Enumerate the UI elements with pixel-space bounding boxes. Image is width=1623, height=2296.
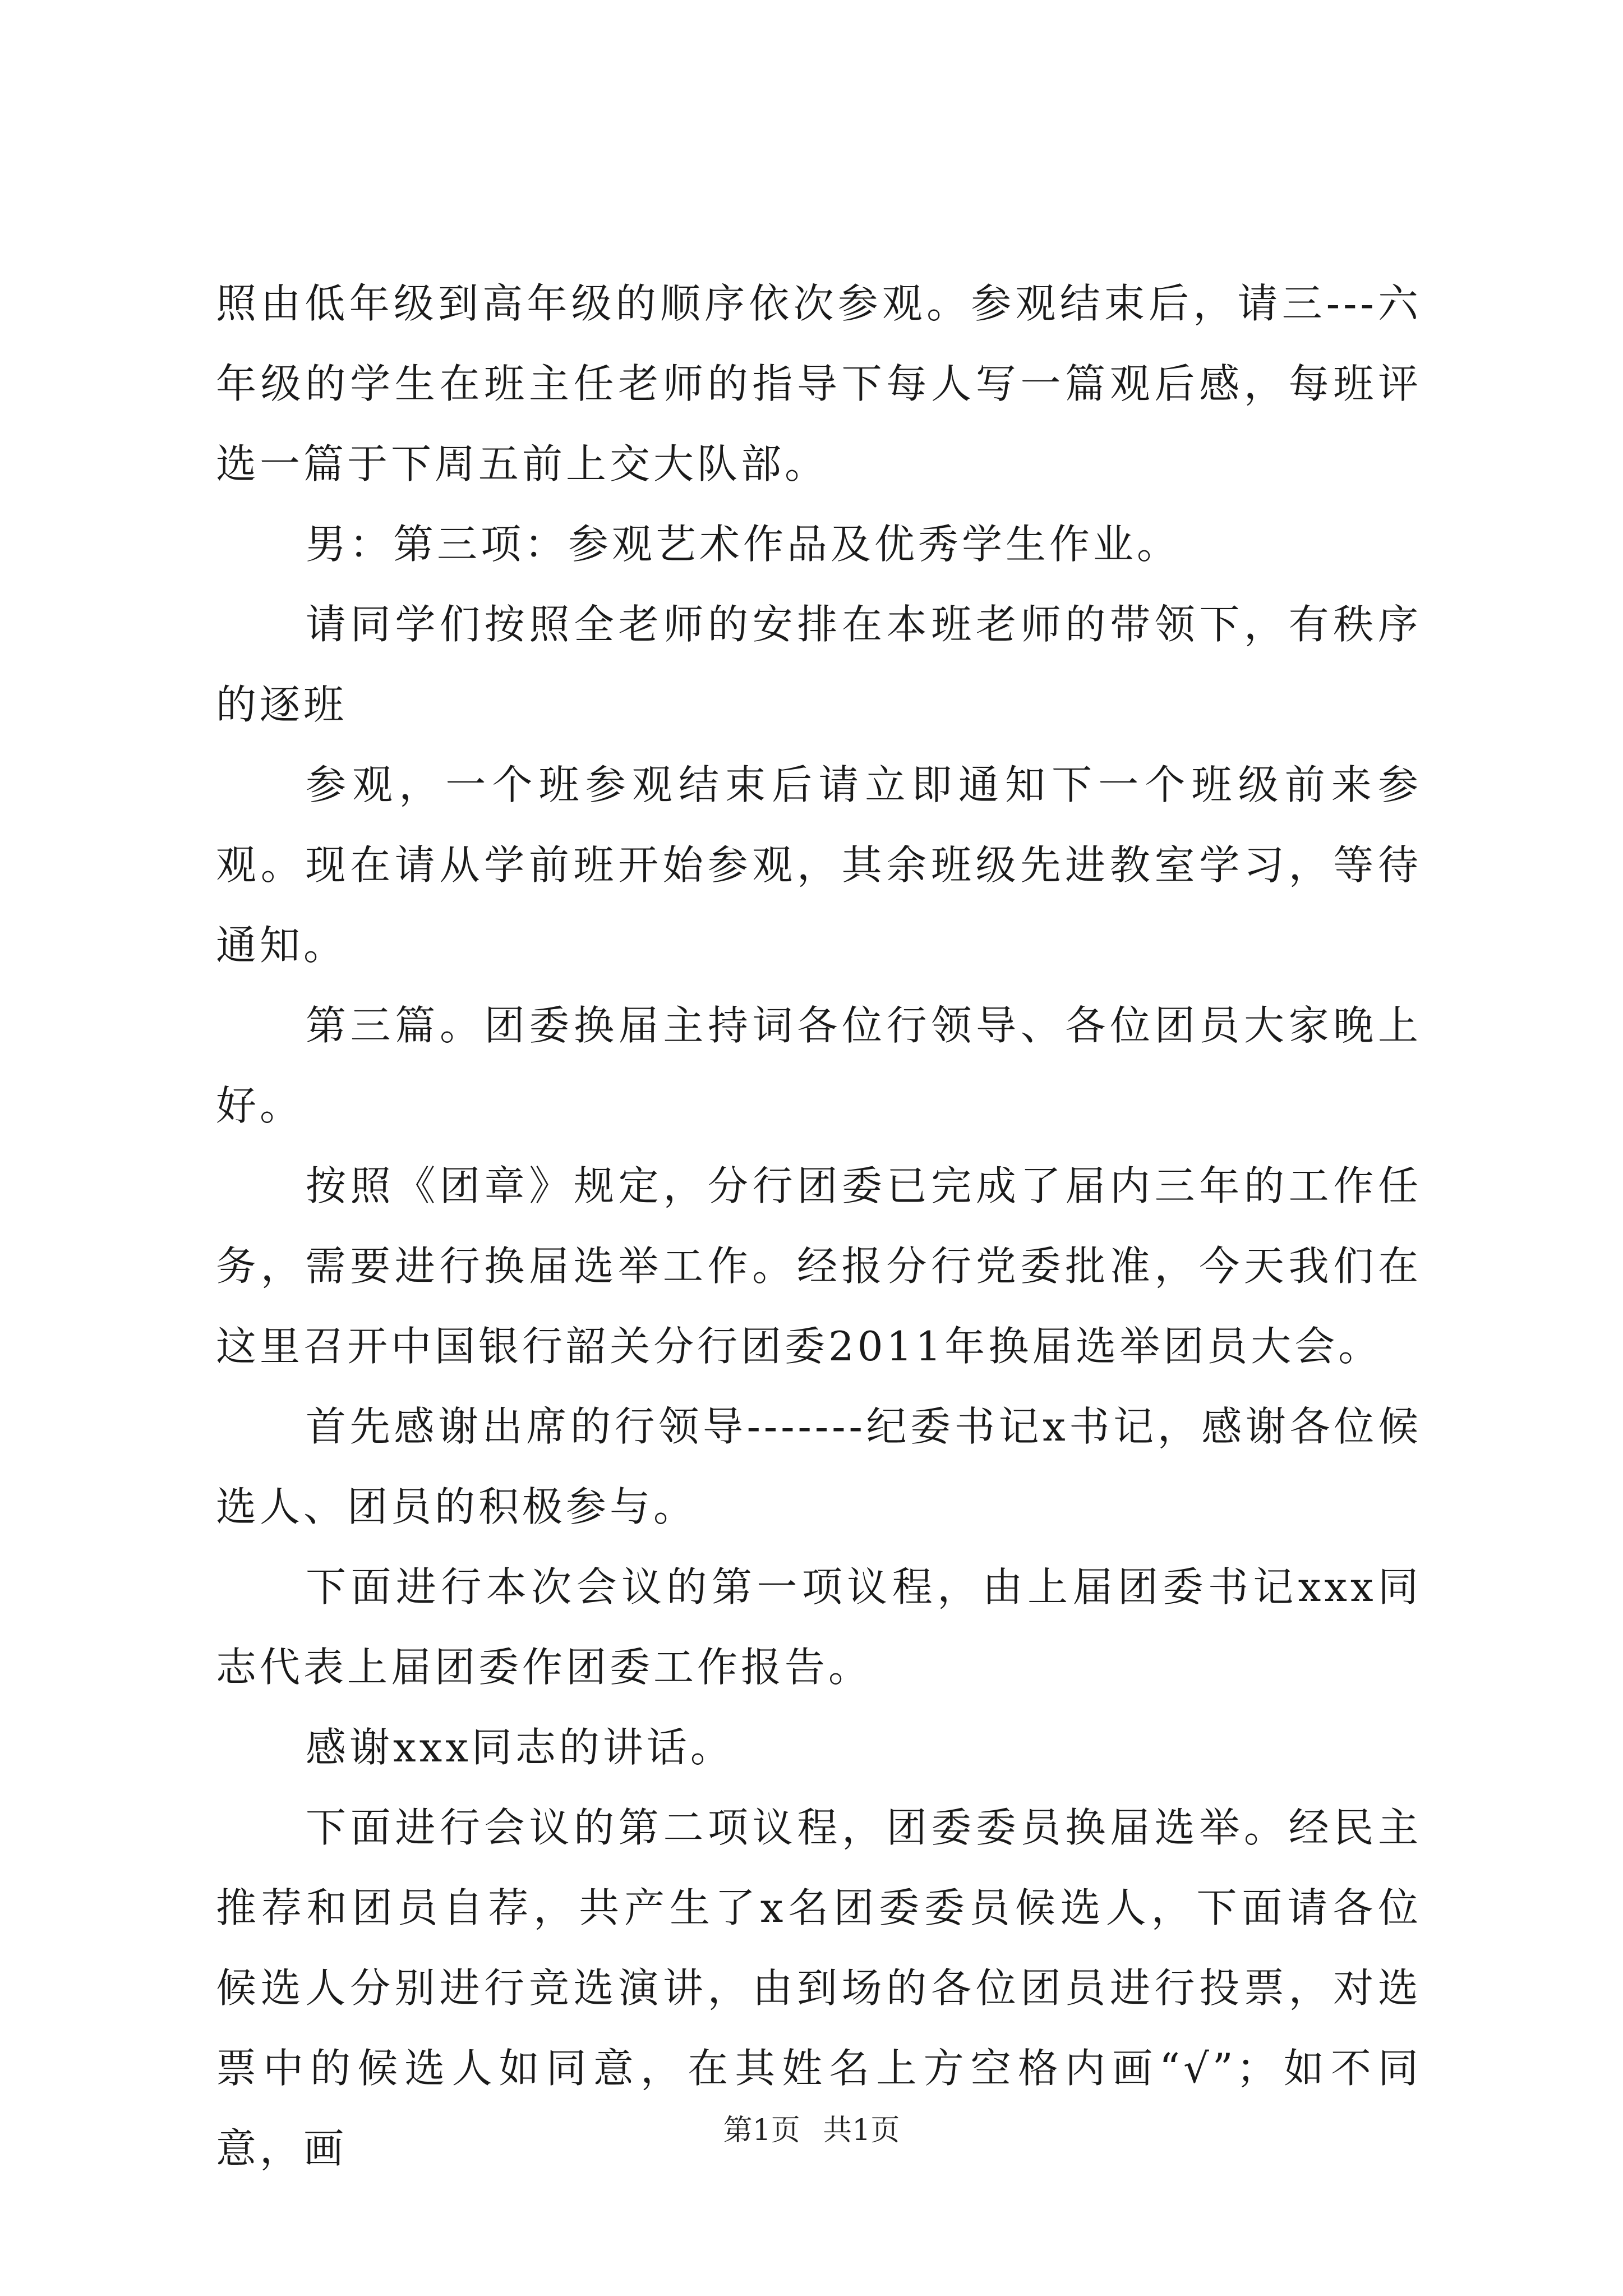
paragraph-8: 下面进行本次会议的第一项议程，由上届团委书记xxx同志代表上届团委作团委工作报告。	[216, 1563, 1422, 1691]
paragraph-10: 下面进行会议的第二项议程，团委委员换届选举。经民主推荐和团员自荐，共产生了x名团委委员候选人，下面请各位候选人分别进行竞选演讲，由到场的各位团员进行投票，对选票中的候选人如同意，在其姓名上方空格内画“√”；如不同意，画	[216, 1804, 1422, 2172]
document-body	[216, 264, 1422, 2189]
paragraph-9: 感谢xxx同志的讲话。	[306, 1724, 734, 1771]
paragraph-7: 首先感谢出席的行领导-------纪委书记x书记，感谢各位候选人、团员的积极参与。	[216, 1403, 1422, 1530]
paragraph-5: 第三篇。团委换届主持词各位行领导、各位团员大家晚上好。	[216, 1002, 1422, 1129]
paragraph-2: 男：第三项：参观艺术作品及优秀学生作业。	[306, 521, 1181, 568]
page-number: 第1页	[723, 2114, 800, 2147]
paragraph-4: 参观，一个班参观结束后请立即通知下一个班级前来参观。现在请从学前班开始参观，其余班级先进教室学习，等待通知。	[216, 761, 1422, 969]
paragraph-1: 照由低年级到高年级的顺序依次参观。参观结束后，请三---六年级的学生在班主任老师的指导下每人写一篇观后感，每班评选一篇于下周五前上交大队部。	[216, 280, 1422, 487]
page-total: 共1页	[823, 2114, 900, 2147]
page-footer	[0, 2106, 1623, 2148]
paragraph-3: 请同学们按照全老师的安排在本班老师的带领下，有秩序的逐班	[216, 601, 1422, 728]
paragraph-6: 按照《团章》规定，分行团委已完成了届内三年的工作任务，需要进行换届选举工作。经报分行党委批准，今天我们在这里召开中国银行韶关分行团委2011年换届选举团员大会。	[216, 1162, 1422, 1370]
